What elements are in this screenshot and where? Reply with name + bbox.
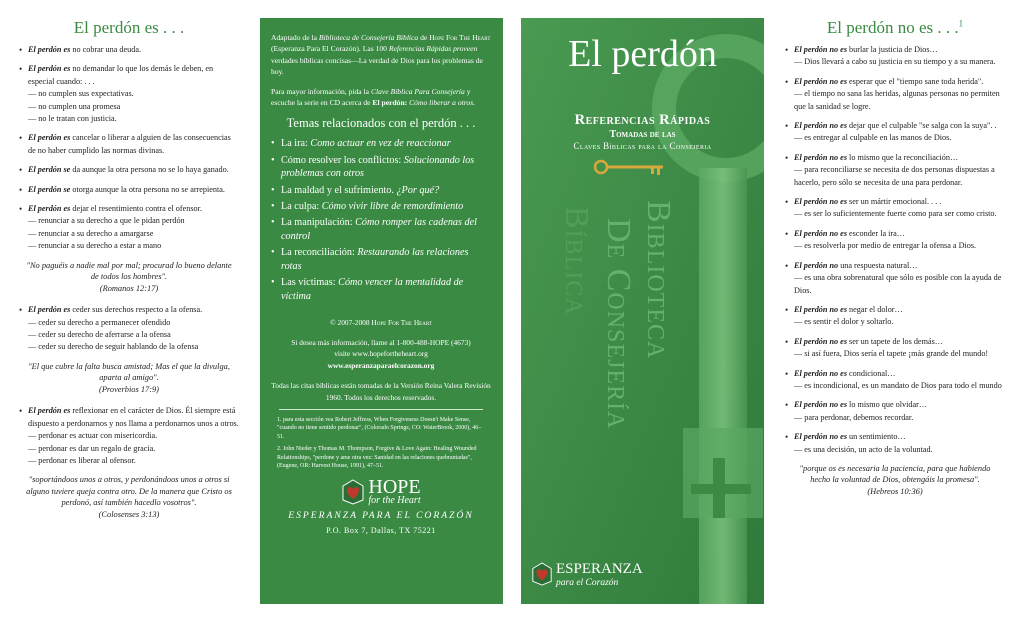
list-item (784, 336, 1006, 361)
item-lead: El perdón no es (794, 152, 847, 162)
quote-hebreos: "porque os es necesaria la paciencia, para que habiendo hecho la voluntad de Dios, obtengáis la promesa". (Hebreos 10:36) (799, 463, 991, 496)
bullet-icon: • (19, 204, 23, 215)
item-subpoint: — para reconciliarse se necesita de dos personas dispuestas a hacerlo, pero sólo se necesita de una para perdonar. (794, 165, 995, 187)
list-item (784, 44, 1006, 69)
item-lead: El perdón no es (794, 432, 847, 442)
item-text: ser un mártir emocional. . . . (847, 197, 942, 207)
item-subpoint: — ceder su derecho a permanecer ofendido (28, 317, 171, 327)
item-text: da aunque la otra persona no se lo haya ganado. (70, 165, 229, 175)
related-topic-item (271, 200, 491, 213)
item-text: otorga aunque la otra persona no se arrepienta. (70, 184, 225, 194)
topic-label: La maldad y el sufrimiento. (281, 184, 397, 196)
list-item (784, 76, 1006, 113)
panel-back-info (260, 18, 503, 604)
item-lead: El perdón es (28, 45, 71, 54)
list-item (18, 405, 240, 467)
item-lead: El perdón es (28, 133, 71, 143)
heading-forgiveness-is: El perdón es . . . (73, 18, 185, 37)
item-subpoint: — es entregar al culpable en las manos de Dios. (794, 133, 952, 143)
bullet-icon: • (19, 165, 23, 176)
list-item (18, 132, 240, 157)
item-text: lo mismo que olvidar… (847, 400, 928, 410)
bullet-icon: • (785, 121, 789, 132)
footnote-2: 2. John Nieder y Thomas M. Thompson, Forgive & Love Again: Healing Wounded Relationships, "perdone y ame otra vez: Sanidad en las relaciones quebrantadas", (Eugene, OR: Harvest House, 1991), 47–51. (277, 446, 477, 469)
item-subpoint: — perdonar es dar un regalo de gracia. (28, 443, 156, 453)
item-lead: El perdón no es (794, 304, 847, 314)
heart-emblem-icon (341, 478, 365, 506)
list-item (784, 152, 1006, 189)
item-text: un sentimiento… (847, 432, 906, 442)
bullet-icon: • (271, 277, 275, 289)
item-subpoint: — renunciar a su derecho a que le pidan perdón (28, 216, 185, 226)
topic-title: Cómo romper las cadenas del control (281, 217, 477, 242)
bullet-icon: • (271, 201, 275, 213)
panel-forgiveness-is-not (784, 18, 1006, 604)
bullet-icon: • (785, 368, 789, 379)
bullet-icon: • (785, 432, 789, 443)
bullet-icon: • (785, 228, 789, 239)
quote-colosenses: "soportándoos unos a otros, y perdonándoos unos a otros si alguno tuviere queja contra otro. De la manera que Cristo os perdonó, así también hacedlo vosotros". (Colosenses 3:13) (26, 475, 232, 519)
item-lead: El perdón no (794, 260, 839, 270)
item-subpoint: — perdonar es actuar con misericordia. (28, 431, 158, 441)
list-item (784, 228, 1006, 253)
bullet-icon: • (271, 184, 275, 196)
item-lead: El perdón no es (794, 336, 847, 346)
postal-address: P.O. Box 7, Dallas, TX 75221 (326, 526, 436, 536)
item-text: no cobrar una deuda. (70, 45, 142, 54)
item-text: lo mismo que la reconciliación… (847, 152, 959, 162)
topic-title: Como actuar en vez de reaccionar (310, 138, 451, 150)
list-item (784, 399, 1006, 424)
list-item (784, 304, 1006, 329)
bullet-icon: • (785, 336, 789, 347)
item-lead: El perdón es (28, 204, 71, 214)
item-lead: El perdón se (28, 165, 71, 175)
website-link[interactable]: visite www.hopefortheheart.org (334, 349, 428, 359)
topic-label: Las víctimas: (281, 277, 339, 289)
bullet-icon: • (19, 406, 23, 417)
bullet-icon: • (785, 197, 789, 208)
related-topic-item (271, 154, 491, 181)
cover-subtitle-2: Claves Bíblicas para la Consejeria (573, 141, 712, 151)
heart-emblem-icon (531, 561, 553, 587)
list-item (784, 120, 1006, 145)
topic-title: ¿Por qué? (396, 184, 440, 196)
item-text: una respuesta natural… (838, 260, 918, 270)
topic-label: Cómo resolver los conflictos: (281, 154, 404, 166)
bullet-icon: • (271, 138, 275, 150)
bullet-icon: • (271, 154, 275, 166)
topic-label: La reconciliación: (281, 247, 358, 259)
item-text: cancelar o liberar a alguien de las consecuencias de no haber cumplido las normas divinas. (28, 133, 231, 155)
item-lead: El perdón es (28, 64, 71, 74)
item-text: reflexionar en el carácter de Dios. Él siempre está dispuesto a perdonarnos y nos llama a perdonarnos unos a otros. (28, 406, 239, 428)
topic-title: Cómo vencer la mentalidad de víctima (281, 277, 464, 302)
topic-label: La manipulación: (281, 217, 356, 229)
item-subpoint: — es una decisión, un acto de la voluntad. (794, 444, 933, 454)
item-subpoint: — es sentir el dolor y soltarlo. (794, 317, 894, 327)
list-item (784, 196, 1006, 221)
related-topic-item (271, 276, 491, 303)
item-text: ser un tapete de los demás… (847, 336, 943, 346)
item-subpoint: — es ser lo suficientemente fuerte como para ser como cristo. (794, 209, 997, 219)
item-lead: El perdón no es (794, 76, 847, 86)
item-subpoint: — perdonar es liberar al ofensor. (28, 455, 136, 465)
cover-title: El perdón (568, 33, 717, 75)
list-item (18, 63, 240, 125)
related-topic-item (271, 184, 491, 197)
item-subpoint: — el tiempo no sana las heridas, algunas personas no permiten que la sanidad se logre. (794, 89, 1000, 111)
item-subpoint: — no cumplen sus expectativas. (28, 89, 134, 99)
item-lead: El perdón no es (794, 228, 847, 238)
item-lead: El perdón no es (794, 368, 847, 378)
list-item (18, 184, 240, 196)
list-item (784, 431, 1006, 456)
bullet-icon: • (785, 76, 789, 87)
item-subpoint: — no cumplen una promesa (28, 101, 121, 111)
website-link-es[interactable]: www.esperanzaparaelcorazon.org (327, 360, 435, 370)
bible-version-note: Todas las citas bíblicas están tomadas de la Versión Reina Valera Revisión 1960. Todos los derechos reservados. (271, 381, 491, 402)
bullet-icon: • (785, 304, 789, 315)
topic-label: La culpa: (281, 201, 322, 213)
item-subpoint: — renunciar a su derecho a amargarse (28, 228, 154, 238)
bullet-icon: • (785, 260, 789, 271)
item-lead: El perdón no es (794, 400, 847, 410)
esperanza-tagline: ESPERANZA PARA EL CORAZÓN (288, 510, 474, 522)
item-text: burlar la justicia de Dios… (847, 45, 938, 54)
esperanza-logo: ESPERANZA para el Corazón (531, 560, 643, 588)
item-text: dejar el resentimiento contra el ofensor. (70, 204, 202, 214)
item-lead: El perdón no es (794, 121, 847, 131)
item-lead: El perdón se (28, 184, 71, 194)
bullet-icon: • (785, 400, 789, 411)
bullet-icon: • (785, 45, 789, 55)
item-text: esconder la ira… (847, 228, 905, 238)
item-lead: El perdón no es (794, 197, 847, 207)
item-text: ceder sus derechos respecto a la ofensa. (70, 305, 203, 315)
bullet-icon: • (19, 133, 23, 144)
item-lead: El perdón es (28, 305, 71, 315)
cover-series-title: Referencias Rápidas (574, 112, 711, 128)
list-item (18, 304, 240, 354)
cover-subtitle-1: Tomadas de las (609, 129, 676, 140)
bullet-icon: • (19, 45, 23, 55)
list-item (784, 260, 1006, 297)
list-item (18, 164, 240, 176)
item-lead: El perdón es (28, 406, 71, 416)
copyright: © 2007-2008 Hope For The Heart (330, 317, 432, 327)
panel-cover (521, 18, 764, 604)
list-item (784, 368, 1006, 393)
item-text: no demandar lo que los demás le deben, en especial cuando: . . . (28, 64, 214, 86)
hope-logo: HOPE for the Heart (271, 478, 491, 506)
bullet-icon: • (19, 305, 23, 316)
related-topic-item (271, 137, 491, 150)
list-item (18, 44, 240, 56)
bullet-icon: • (19, 64, 23, 75)
item-text: negar el dolor… (847, 304, 903, 314)
gold-key-icon (593, 158, 671, 176)
item-subpoint: — si así fuera, Dios sería el tapete ¡más grande del mundo! (794, 349, 989, 359)
related-topic-item (271, 246, 491, 273)
bullet-icon: • (271, 247, 275, 259)
item-subpoint: — es una obra sobrenatural que sólo es posible con la ayuda de Dios. (794, 273, 1002, 295)
panel-forgiveness-is (18, 18, 240, 604)
list-item (18, 203, 240, 253)
topic-title: Cómo vivir libre de remordimiento (321, 201, 464, 213)
item-subpoint: — es incondicional, es un mandato de Dios para todo el mundo (794, 380, 1002, 390)
related-topic-item (271, 216, 491, 243)
quote-proverbios: "El que cubre la falta busca amistad; Mas el que la divulga, aparta al amigo". (Proverbios 17:9) (28, 361, 230, 394)
footnote-1: 1. para esta sección vea Robert Jeffress, When Forgiveness Doesn't Make Sense, "cuando no tiene sentido perdonar", (Colorado Springs, CO: WaterBrook, 2000), 46–51. (277, 416, 482, 440)
item-subpoint: — Dios llevará a cabo su justicia en su tiempo y a su manera. (794, 57, 996, 67)
item-text: condicional… (847, 368, 896, 378)
item-subpoint: — es resolverla por medio de entregar la ofensa a Dios. (794, 241, 977, 251)
quote-romanos: "No paguéis a nadie mal por mal; procurad lo bueno delante de todos los hombres". (Romanos 12:17) (26, 260, 232, 293)
bullet-icon: • (19, 184, 23, 195)
item-subpoint: — renunciar a su derecho a estar a mano (28, 241, 162, 251)
topic-title: Restaurando las relaciones rotas (281, 247, 469, 272)
intro-more-info: Para mayor información, pida la Clave Bíblica Para Consejería y escuche la serie en CD acerca de El perdón: Cómo liberar a otros. (271, 86, 476, 108)
topic-title: Solucionando los problemas con otros (281, 154, 475, 180)
related-topics-list (271, 137, 491, 302)
cover-vertical-biblioteca: Biblioteca (640, 200, 677, 360)
item-subpoint: — ceder su derecho de aferrarse a la ofensa (28, 330, 171, 339)
divider (279, 409, 483, 410)
cover-vertical-consejeria: De Consejería (600, 218, 637, 430)
topic-label: La ira: (281, 138, 311, 150)
contact-info: Si desea más información, llame al 1-800-488-HOPE (4673) visite www.hopefortheheart.org www.esperanzaparaelcorazon.org (271, 337, 491, 371)
item-subpoint: — ceder su derecho de seguir hablando de la ofensa (28, 342, 199, 352)
intro-adapted: Adaptado de la Biblioteca de Consejería Bíblica de Hope For The Heart (Esperanza Para El Corazón). Las 100 Referencias Rápidas proveen verdades bíblicas concisas—La verdad de Dios para los problemas de hoy. (271, 33, 491, 77)
cover-vertical-biblica: Bíblica (558, 206, 595, 316)
heading-forgiveness-is-not: El perdón no es . . .$^1$ (826, 18, 964, 37)
bullet-icon: • (785, 152, 789, 163)
bullet-icon: • (271, 217, 275, 229)
item-lead: El perdón no es (794, 45, 847, 54)
related-topics-title: Temas relacionados con el perdón . . . (286, 116, 476, 131)
item-text: dejar que el culpable "se salga con la suya". . (847, 121, 997, 131)
item-subpoint: — no le tratan con justicia. (28, 114, 117, 124)
item-text: esperar que el "tiempo sane toda herida". (847, 76, 984, 86)
item-subpoint: — para perdonar, debemos recordar. (794, 412, 914, 422)
